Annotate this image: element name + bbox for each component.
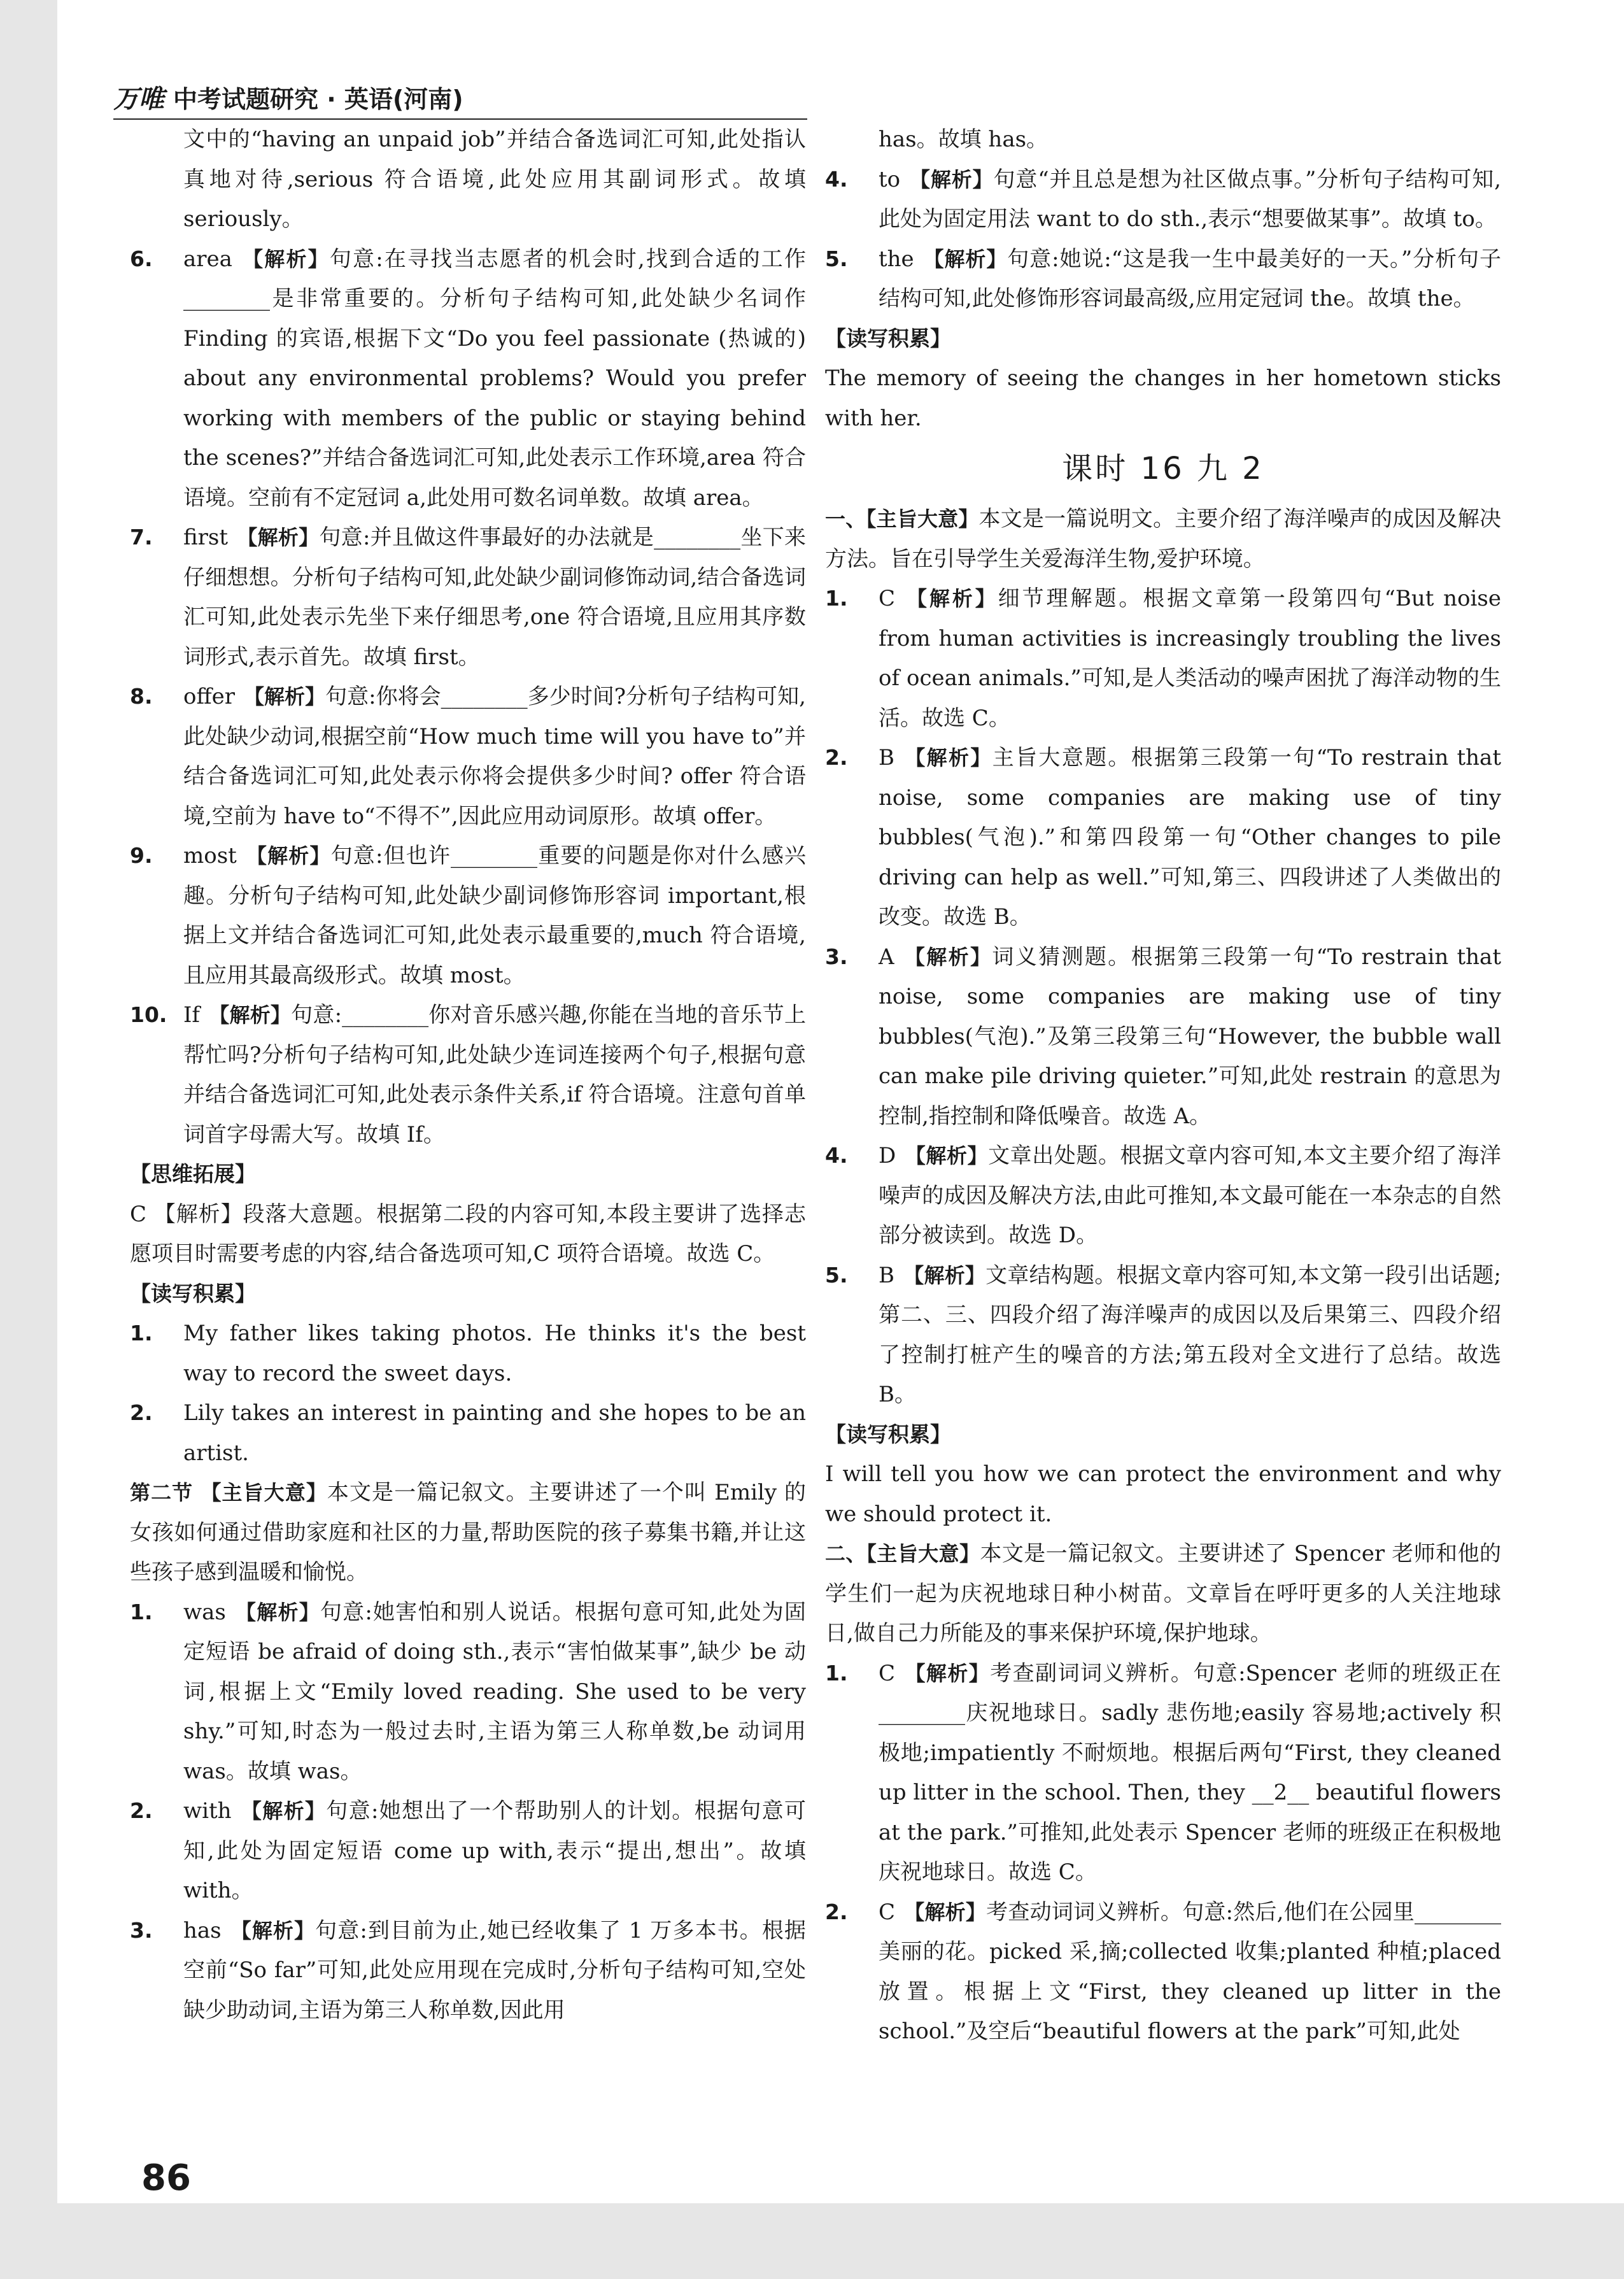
item-number: 6. [130, 246, 153, 271]
paragraph: 本文是一篇说明文。主要介绍了海洋噪声的成因及解决方法。旨在引导学生关爱海洋生物,爱护环境。 [825, 506, 1501, 572]
analysis-tag: 【解析】 [240, 1799, 327, 1823]
item-number: 3. [825, 944, 848, 969]
right-column [825, 120, 1501, 2052]
analysis-tag: 【解析】 [905, 1144, 989, 1168]
analysis-tag: 【解析】 [209, 1003, 292, 1027]
page-number: 86 [141, 2157, 191, 2199]
section-intro [130, 1473, 806, 1593]
analysis-tag: 【解析】 [244, 685, 326, 709]
answer-key: C [879, 586, 896, 611]
answer-key: B [879, 745, 894, 770]
item-text: 考查动词词义辨析。句意:然后,他们在公园里________美丽的花。picked 采,摘;collected 收集;planted 种植;placed 放置。根据上文“First, they cleaned up litter in the school.”及空后“beautiful flowers at the park”可知,此处 [879, 1899, 1501, 2044]
continued-text: 文中的“having an unpaid job”并结合备选词汇可知,此处指认真地对待,serious 符合语境,此处应用其副词形式。故填 seriously。 [183, 127, 806, 232]
section-intro [825, 1534, 1501, 1654]
analysis-tag: 【解析】 [904, 1661, 991, 1686]
answer-item [130, 1791, 806, 1911]
item-number: 4. [825, 1143, 848, 1168]
item-text: 句意:她说:“这是我一生中最美好的一天。”分析句子结构可知,此处修饰形容词最高级,应用定冠词 the。故填 the。 [879, 246, 1501, 311]
paragraph: I will tell you how we can protect the environment and why we should protect it. [825, 1461, 1501, 1527]
answer-item [130, 239, 806, 518]
answer-item [825, 579, 1501, 738]
left-column [130, 120, 806, 2030]
answer-item [825, 1256, 1501, 1415]
answer-item [130, 120, 806, 239]
analysis-tag: 【解析】 [903, 746, 992, 770]
analysis-tag: 【解析】 [241, 246, 330, 271]
section-heading: 【思维拓展】 [130, 1161, 256, 1186]
answer-key: to [879, 166, 901, 192]
section-heading: 一、【主旨大意】 [825, 507, 979, 531]
answer-item [825, 239, 1501, 319]
item-text: 文章结构题。根据文章内容可知,本文第一段引出话题;第二、三、四段介绍了海洋噪声的成因以及后果第三、四段介绍了控制打桩产生的噪音的方法;第五段对全文进行了总结。故选 B。 [879, 1262, 1501, 1407]
page-header [113, 78, 463, 116]
section-heading: 【读写积累】 [825, 325, 951, 351]
answer-item [130, 836, 806, 995]
answer-item [825, 160, 1501, 239]
analysis-tag: 【解析】 [903, 1263, 986, 1288]
paragraph: C 【解析】段落大意题。根据第二段的内容可知,本段主要讲了选择志愿项目时需要考虑的内容,结合备选项可知,C 项符合语境。故选 C。 [130, 1201, 806, 1267]
analysis-tag: 【解析】 [230, 1918, 316, 1943]
continued-text: has。故填 has。 [879, 127, 1049, 152]
paragraph: 本文是一篇记叙文。主要讲述了一个叫 Emily 的女孩如何通过借助家庭和社区的力量,帮助医院的孩子募集书籍,并让这些孩子感到温暖和愉悦。 [130, 1480, 806, 1585]
paragraph: 本文是一篇记叙文。主要讲述了 Spencer 老师和他的学生们一起为庆祝地球日种小树苗。文章旨在呼吁更多的人关注地球日,做自己力所能及的事来保护环境,保护地球。 [825, 1541, 1501, 1646]
item-text: 考查副词词义辨析。句意:Spencer 老师的班级正在________庆祝地球日。sadly 悲伤地;easily 容易地;actively 积极地;impatiently 不耐烦地。根据后两句“First, they cleaned up litter in the school. Then, they __2__ beautiful flowers at the park.”可推知,此处表示 Spencer 老师的班级正在积极地庆祝地球日。故选 C。 [879, 1660, 1501, 1885]
section-heading: 二、【主旨大意】 [825, 1542, 980, 1566]
analysis-tag: 【解析】 [904, 586, 998, 611]
item-text: Lily takes an interest in painting and she hopes to be an artist. [183, 1400, 806, 1466]
item-text: 句意:但也许________重要的问题是你对什么感兴趣。分析句子结构可知,此处缺少副词修饰形容词 important,根据上文并结合备选词汇可知,此处表示最重要的,much 符合语境,且应用其最高级形式。故填 most。 [183, 843, 806, 988]
item-number: 3. [130, 1917, 153, 1943]
item-text: 词义猜测题。根据第三段第一句“To restrain that noise, some companies are making use of tiny bubbles(气泡).”及第三段第三句“However, the bubble wall can make pile driving quieter.”可知,此处 restrain 的意思为控制,指控制和降低噪音。故选 A。 [879, 944, 1501, 1129]
analysis-tag: 【解析】 [909, 167, 994, 192]
answer-key: C [879, 1660, 896, 1686]
analysis-tag: 【解析】 [237, 525, 320, 550]
item-text: 句意“并且总是想为社区做点事。”分析句子结构可知,此处为固定用法 want to do sth.,表示“想要做某事”。故填 to。 [879, 166, 1501, 232]
answer-item [825, 1892, 1501, 2052]
analysis-tag: 【解析】 [234, 1600, 320, 1624]
item-text: 句意:________你对音乐感兴趣,你能在当地的音乐节上帮忙吗?分析句子结构可知,此处缺少连词连接两个句子,根据句意并结合备选词汇可知,此处表示条件关系,if 符合语境。注意句首单词首字母需大写。故填 If。 [183, 1002, 806, 1147]
item-number: 2. [130, 1798, 153, 1823]
answer-key: D [879, 1143, 896, 1168]
item-text: 句意:她害怕和别人说话。根据句意可知,此处为固定短语 be afraid of doing sth.,表示“害怕做某事”,缺少 be 动词,根据上文“Emily loved reading. She used to be very shy.”可知,时态为一般过去时,主语为第三人称单数,be 动词用 was。故填 was。 [183, 1599, 806, 1784]
answer-item [825, 120, 1501, 160]
item-text: 句意:她想出了一个帮助别人的计划。根据句意可知,此处为固定短语 come up with,表示“提出,想出”。故填 with。 [183, 1798, 806, 1903]
answer-item [130, 1393, 806, 1473]
item-number: 1. [130, 1599, 153, 1624]
item-text: 句意:你将会________多少时间?分析句子结构可知,此处缺少动词,根据空前“How much time will you have to”并结合备选词汇可知,此处表示你将会提供多少时间? offer 符合语境,空前为 have to“不得不”,因此应用动词原形。故填 offer。 [183, 684, 806, 829]
answer-item [130, 995, 806, 1154]
answer-key: area [183, 246, 232, 272]
item-number: 4. [825, 166, 848, 192]
answer-key: the [879, 246, 914, 272]
answer-key: If [183, 1002, 201, 1028]
item-text: My father likes taking photos. He thinks it's the best way to record the sweet days. [183, 1321, 806, 1386]
item-text: 句意:在寻找当志愿者的机会时,找到合适的工作________是非常重要的。分析句子结构可知,此处缺少名词作 Finding 的宾语,根据下文“Do you feel passionate (热诚的) about any environmental problems? Would you prefer working with members of the public or staying behind the scenes?”并结合备选词汇可知,此处表示工作环境,area 符合语境。空前有不定冠词 a,此处用可数名词单数。故填 area。 [183, 246, 806, 511]
item-text: 句意:并且做这件事最好的办法就是________坐下来仔细想想。分析句子结构可知,此处缺少副词修饰动词,结合备选词汇可知,此处表示先坐下来仔细思考,one 符合语境,且应用其序数词形式,表示首先。故填 first。 [183, 525, 806, 670]
analysis-tag: 【解析】 [245, 844, 331, 868]
item-number: 10. [130, 1002, 167, 1027]
answer-item [130, 518, 806, 677]
answer-key: offer [183, 684, 235, 709]
answer-item [825, 937, 1501, 1137]
answer-item [130, 1314, 806, 1393]
answer-item [825, 1654, 1501, 1892]
paragraph: The memory of seeing the changes in her hometown sticks with her. [825, 366, 1501, 431]
item-text: 文章出处题。根据文章内容可知,本文主要介绍了海洋噪声的成因及解决方法,由此可推知,本文最可能在一本杂志的自然部分被读到。故选 D。 [879, 1143, 1501, 1248]
answer-item [130, 1593, 806, 1792]
item-number: 1. [825, 586, 848, 611]
item-number: 1. [825, 1660, 848, 1686]
item-text: 主旨大意题。根据第三段第一句“To restrain that noise, some companies are making use of tiny bubbles(气泡).”和第四段第一句“Other changes to pile driving can help as well.”可知,第三、四段讲述了人类做出的改变。故选 B。 [879, 745, 1501, 930]
item-number: 8. [130, 684, 153, 709]
answer-key: with [183, 1798, 232, 1824]
answer-item [825, 738, 1501, 937]
item-text: 细节理解题。根据文章第一段第四句“But noise from human activities is increasingly troubling the lives of ocean animals.”可知,是人类活动的噪声困扰了海洋动物的生活。故选 C。 [879, 586, 1501, 731]
analysis-tag: 【解析】 [903, 944, 992, 969]
answer-item [130, 1911, 806, 2031]
answer-key: A [879, 944, 894, 970]
answer-item [130, 677, 806, 836]
item-number: 9. [130, 843, 153, 868]
item-number: 5. [825, 246, 848, 271]
section-intro [825, 499, 1501, 579]
answer-key: was [183, 1599, 226, 1625]
item-text: 句意:到目前为止,她已经收集了 1 万多本书。根据空前“So far”可知,此处应用现在完成时,分析句子结构可知,空处缺少助动词,主语为第三人称单数,因此用 [183, 1917, 806, 2023]
item-number: 2. [130, 1400, 153, 1425]
answer-item [825, 1136, 1501, 1256]
answer-key: most [183, 843, 237, 869]
section-heading: 第二节 【主旨大意】 [130, 1480, 327, 1505]
item-number: 2. [825, 745, 848, 770]
answer-key: has [183, 1917, 222, 1943]
analysis-tag: 【解析】 [904, 1899, 987, 1924]
brand-logo: 万唯 [113, 84, 164, 114]
analysis-tag: 【解析】 [922, 246, 1008, 271]
item-number: 7. [130, 525, 153, 550]
section-heading: 【读写积累】 [825, 1421, 951, 1447]
item-number: 5. [825, 1262, 848, 1288]
answer-key: C [879, 1899, 896, 1925]
lesson-title: 课时 16 九 2 [1062, 451, 1264, 486]
item-number: 2. [825, 1899, 848, 1924]
item-number: 1. [130, 1321, 153, 1345]
section-heading: 【读写积累】 [130, 1281, 256, 1306]
answer-key: B [879, 1262, 894, 1288]
answer-key: first [183, 525, 229, 550]
book-title: 中考试题研究 · 英语(河南) [173, 85, 463, 113]
